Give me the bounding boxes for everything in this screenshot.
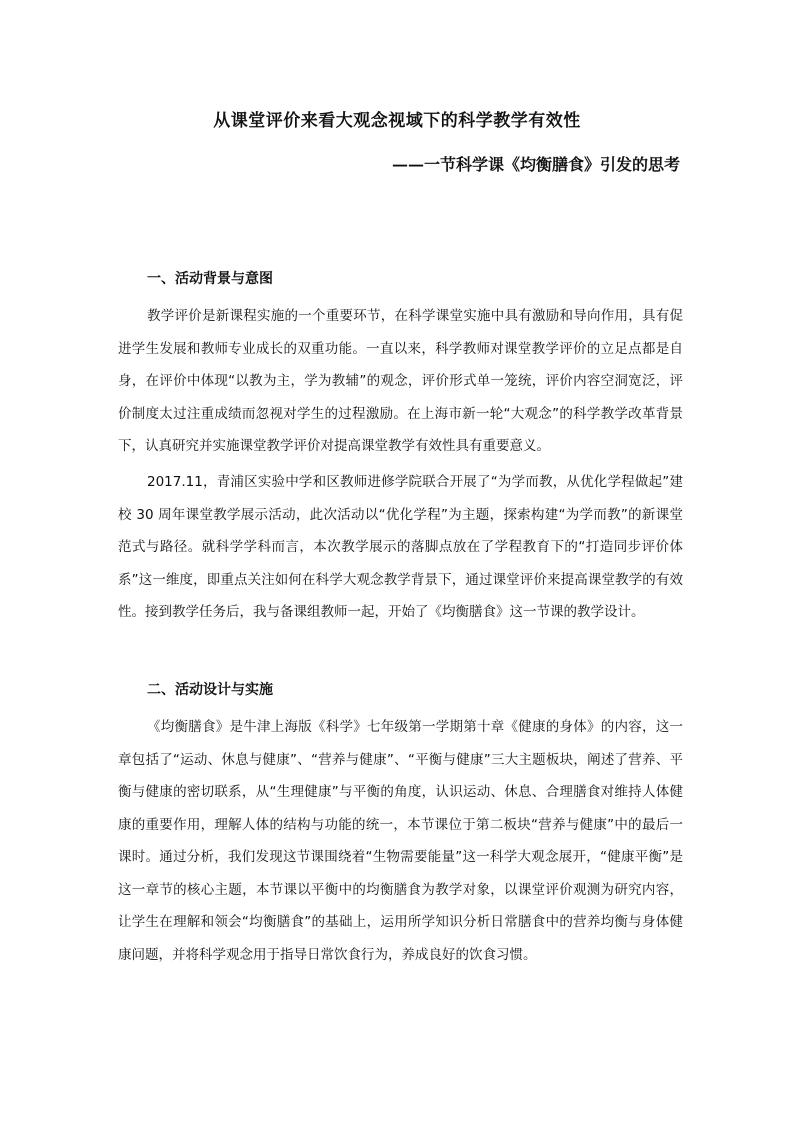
paragraph-background-1: 教学评价是新课程实施的一个重要环节，在科学课堂实施中具有激励和导向作用，具有促进学生发展和教师专业成长的双重功能。一直以来，科学教师对课堂教学评价的立足点都是自身，在评价中体现“以教为主，学为教辅”的观念，评价形式单一笼统，评价内容空洞宽泛，评价制度太过注重成绩而忽视对学生的过程激励。在上海市新一轮“大观念”的科学教学改革背景下，认真研究并实施课堂教学评价对提高课堂教学有效性具有重要意义。 — [118, 308, 683, 454]
document-subtitle: ——一节科学课《均衡膳食》引发的思考 — [391, 155, 680, 174]
document-title: 从课堂评价来看大观念视域下的科学教学有效性 — [213, 111, 581, 131]
section-heading-background: 一、活动背景与意图 — [147, 271, 273, 287]
section-heading-design: 二、活动设计与实施 — [147, 682, 273, 698]
paragraph-design-1: 《均衡膳食》是牛津上海版《科学》七年级第一学期第十章《健康的身体》的内容，这一章包括了“运动、休息与健康”、“营养与健康”、“平衡与健康”三大主题板块，阐述了营养、平衡与健康的密切联系，从“生理健康”与平衡的角度，认识运动、休息、合理膳食对维持人体健康的重要作用，理解人体的结构与功能的统一，本节课位于第二板块“营养与健康”中的最后一课时。通过分析，我们发现这节课围绕着“生物需要能量”这一科学大观念展开，“健康平衡”是这一章节的核心主题，本节课以平衡中的均衡膳食为教学对象，以课堂评价观测为研究内容，让学生在理解和领会“均衡膳食”的基础上，运用所学知识分析日常膳食中的营养均衡与身体健康问题，并将科学观念用于指导日常饮食行为，养成良好的饮食习惯。 — [118, 719, 683, 963]
paragraph-background-2: 2017.11，青浦区实验中学和区教师进修学院联合开展了“为学而教，从优化学程做起”建校 30 周年课堂教学展示活动，此次活动以“优化学程”为主题，探索构建“为学而教”的新课堂范式与路径。就科学学科而言，本次教学展示的落脚点放在了学程教育下的“打造同步评价体系”这一维度，即重点关注如何在科学大观念教学背景下，通过课堂评价来提高课堂教学的有效性。接到教学任务后，我与备课组教师一起，开始了《均衡膳食》这一节课的教学设计。 — [118, 474, 683, 620]
